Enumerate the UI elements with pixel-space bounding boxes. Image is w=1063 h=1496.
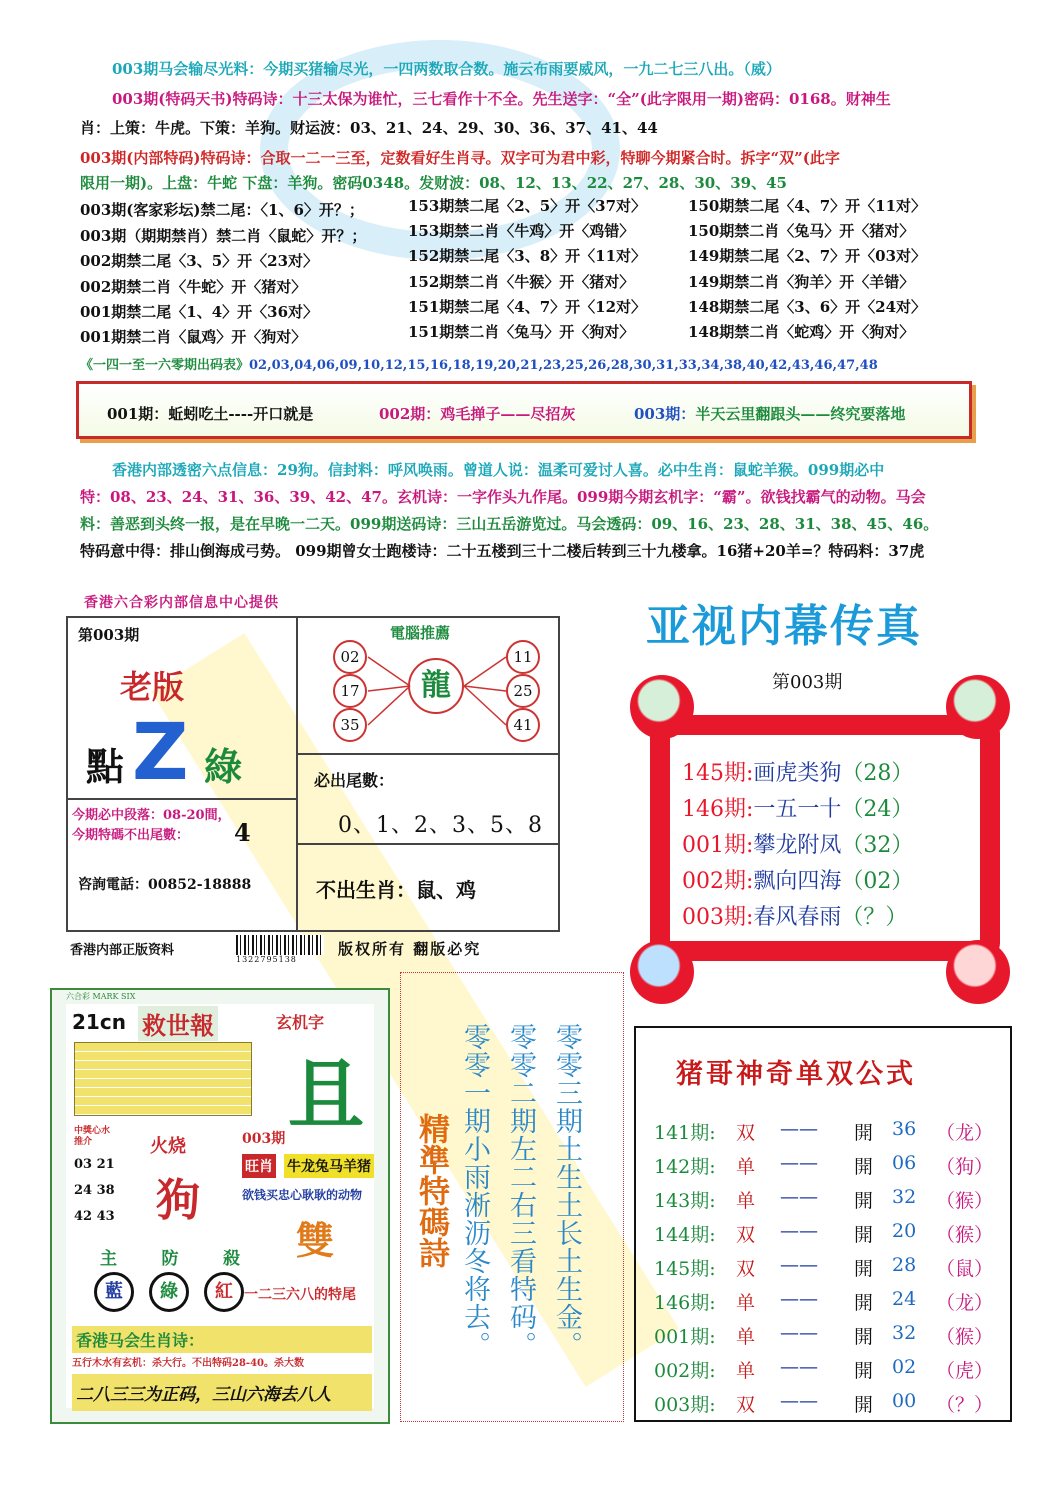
code-table	[80, 354, 878, 373]
grid-cell: 003期（期期禁肖）禁二肖〈鼠蛇〉开？；	[80, 227, 367, 245]
pig-parity: 双	[736, 1258, 756, 1280]
grid-cell: 002期禁二尾〈3、5〉开〈23对〉	[80, 252, 319, 270]
mystery-label: 玄机字	[276, 1013, 325, 1032]
old-version: 老版	[120, 668, 185, 706]
fax-row: 003期:春风春雨（？）	[682, 905, 908, 930]
pig-zodiac: （狗）	[936, 1156, 994, 1178]
no-zodiac: 不出生肖：鼠、鸡	[316, 878, 476, 902]
grid-cell: 148期禁二尾〈3、6〉开〈24对〉	[688, 298, 927, 316]
grid-cell: 153期禁二尾〈2、5〉开〈37对〉	[408, 197, 647, 215]
codes	[74, 1152, 120, 1230]
pig-num: 00	[892, 1390, 917, 1412]
segment-text: 今期必中段落：08-20間，	[72, 808, 231, 823]
grid-cell: 153期禁二肖〈牛鸡〉开〈鸡错〉	[408, 222, 635, 240]
num-circle: 41	[506, 708, 540, 742]
poem-box	[400, 972, 624, 1422]
fire-label: 火烧	[150, 1136, 186, 1157]
num-circle: 25	[506, 674, 540, 708]
fax-issue: 第003期	[772, 672, 843, 693]
poem-title: 香港马会生肖诗：	[72, 1326, 372, 1353]
paper-table	[74, 1042, 252, 1116]
code-line: 24 38	[74, 1183, 115, 1198]
fax-row: 146期:一五一十（24）	[682, 797, 914, 822]
pig-dash: ——	[780, 1390, 818, 1412]
poem-col: 零零二期左二右三看特码。	[505, 1023, 536, 1359]
pig-issue: 144期:	[654, 1224, 716, 1246]
pig-zodiac: （龙）	[936, 1122, 994, 1144]
main-word: 防	[161, 1249, 179, 1269]
pig-zodiac: （猴）	[936, 1326, 994, 1348]
pig-zodiac: （鼠）	[936, 1258, 994, 1280]
top-line: 肖：上策：牛虎。下策：羊狗。财运波：03、21、24、29、30、36、37、41、44	[80, 119, 658, 137]
grid-cell: 001期禁二尾〈1、4〉开〈36对〉	[80, 303, 319, 321]
pig-zodiac: （？）	[936, 1394, 994, 1416]
paper-issue: 003期	[242, 1131, 286, 1147]
phone: 咨詢電話：00852-18888	[78, 877, 252, 893]
proverb-box	[76, 381, 972, 439]
poem-col: 零零三期土生土长土生金。	[551, 1023, 582, 1359]
pig-issue: 003期:	[654, 1394, 716, 1416]
grid-cell: 003期(客家彩坛)禁二尾：〈1、6〉开？；	[80, 201, 364, 219]
fax-row: 002期:飘向四海（02）	[682, 869, 914, 894]
top-line: 限用一期)。上盘：牛蛇 下盘：羊狗。密码0348。发财波：08、12、13、22、27、28、30、39、45	[80, 174, 787, 192]
num-circle: 02	[333, 640, 367, 674]
color-circle: 藍	[94, 1272, 134, 1312]
hint: 欲钱买忠心耿耿的动物	[242, 1188, 363, 1202]
pig-dash: ——	[780, 1152, 818, 1174]
pig-num: 06	[892, 1152, 917, 1174]
poem-line-2: 二八三三为正码，三山六海去八人	[72, 1374, 372, 1411]
grid-cell: 150期禁二尾〈4、7〉开〈11对〉	[688, 197, 927, 215]
pig-num: 28	[892, 1254, 917, 1276]
pig-dash: ——	[780, 1288, 818, 1310]
codes-head: 中獎心水 推介	[74, 1126, 111, 1147]
pig-issue: 002期:	[654, 1360, 716, 1382]
side-left-char: 點	[86, 744, 125, 789]
tail-title: 必出尾數：	[314, 771, 395, 790]
num-circle: 11	[506, 640, 540, 674]
wang-label: 旺肖	[242, 1154, 276, 1178]
code-table-label: 《一四一至一六零期出码表》	[80, 358, 250, 373]
card-footer-left: 香港内部正版资料	[70, 943, 175, 958]
pig-issue: 145期:	[654, 1258, 716, 1280]
grid-cell: 148期禁二肖〈蛇鸡〉开〈狗对〉	[688, 323, 915, 341]
barcode-number: 1322795138	[236, 955, 297, 964]
pig-zodiac: （虎）	[936, 1360, 994, 1382]
grid-cell: 152期禁二肖〈牛猴〉开〈猪对〉	[408, 273, 635, 291]
pig-issue: 001期:	[654, 1326, 716, 1348]
grid-cell: 151期禁二肖〈兔马〉开〈狗对〉	[408, 323, 635, 341]
ball-top-left	[630, 675, 694, 739]
color-circle: 綠	[149, 1272, 189, 1312]
pig-dash: ——	[780, 1220, 818, 1242]
top-line: 003期(内部特码)特码诗：合取一二一三至，定数看好生肖寻。双字可为君中彩，特聊今期紧合时。拆字“双”(此字	[80, 149, 840, 167]
ball-bottom-left	[630, 940, 694, 1004]
pig-open: 開	[854, 1190, 874, 1212]
dog-char: 狗	[156, 1175, 200, 1226]
grid-cell: 151期禁二尾〈4、7〉开〈12对〉	[408, 298, 647, 316]
notail-label: 今期特碼不出尾數：	[72, 828, 190, 843]
pig-zodiac: （猴）	[936, 1190, 994, 1212]
code-line: 42 43	[74, 1209, 115, 1224]
pig-open: 開	[854, 1394, 874, 1416]
paper-border-text-top: 六合彩 MARK SIX	[66, 992, 136, 1001]
fax-row: 145期:画虎类狗（28）	[682, 761, 914, 786]
pig-zodiac: （猴）	[936, 1224, 994, 1246]
pig-dash: ——	[780, 1322, 818, 1344]
hk-line: 香港内部透密六点信息：29狗。信封料：呼风唤雨。曾道人说：温柔可爱讨人喜。必中生肖：鼠蛇羊猴。099期必中	[112, 461, 885, 479]
pig-num: 24	[892, 1288, 917, 1310]
paper-card	[52, 990, 388, 1422]
pig-parity: 单	[736, 1360, 756, 1382]
card-footer-right: 版权所有 翻版必究	[338, 940, 482, 958]
tail-values: 0、1、2、3、5、8	[338, 813, 543, 838]
pig-parity: 单	[736, 1190, 756, 1212]
pig-open: 開	[854, 1156, 874, 1178]
pig-open: 開	[854, 1258, 874, 1280]
fax-row: 001期:攀龙附凤（32）	[682, 833, 914, 858]
left-card	[66, 616, 560, 932]
poem-line-1: 五行木水有玄机：杀大行。不出特码28-40。杀大数	[72, 1358, 304, 1369]
left-card-header: 香港六合彩内部信息中心提供	[84, 595, 279, 611]
pig-zodiac: （龙）	[936, 1292, 994, 1314]
main-word: 主	[100, 1249, 117, 1269]
num-circle: 35	[333, 708, 367, 742]
main-words	[100, 1244, 240, 1269]
ball-bottom-right	[946, 940, 1010, 1004]
pig-num: 32	[892, 1186, 917, 1208]
color-circle: 紅	[204, 1272, 244, 1312]
ball-top-right	[946, 675, 1010, 739]
hk-line: 特码意中得：排山倒海成弓势。 099期曾女士跑楼诗：二十五楼到三十二楼后转到三十九楼拿。16猪+20羊=？特码料：37虎	[80, 542, 925, 560]
pig-parity: 单	[736, 1156, 756, 1178]
issue-label: 第003期	[78, 626, 140, 644]
main-word: 殺	[223, 1249, 240, 1269]
color-circles	[94, 1272, 244, 1312]
code-table-numbers: 02,03,04,06,09,10,12,15,16,18,19,20,21,23,25,26,28,30,31,33,34,38,40,42,43,46,47,48	[249, 358, 878, 373]
mystery-char: 且	[288, 1050, 364, 1139]
grid-cell: 149期禁二肖〈狗羊〉开〈羊错〉	[688, 273, 915, 291]
pig-issue: 146期:	[654, 1292, 716, 1314]
code-line: 03 21	[74, 1157, 115, 1172]
connector-lines	[298, 638, 558, 748]
pig-dash: ——	[780, 1356, 818, 1378]
grid-cell: 150期禁二肖〈兔马〉开〈猪对〉	[688, 222, 915, 240]
paper-title: 救世報	[138, 1006, 218, 1041]
grid-cell: 149期禁二尾〈2、7〉开〈03对〉	[688, 247, 927, 265]
pig-num: 20	[892, 1220, 917, 1242]
tail-line: 一二三六八的特尾	[244, 1287, 356, 1303]
pig-issue: 143期:	[654, 1190, 716, 1212]
pig-parity: 双	[736, 1122, 756, 1144]
poem-title: 精準特碼詩	[413, 1113, 449, 1268]
notail-value: 4	[234, 818, 251, 847]
num-circle: 17	[333, 674, 367, 708]
pig-num: 36	[892, 1118, 917, 1140]
barcode	[236, 935, 324, 955]
pig-dash: ——	[780, 1254, 818, 1276]
top-line: 003期(特码天书)特码诗：十三太保为谁忙，三七看作十不全。先生送字：“全”(此字限用一期)密码：0168。财神生	[112, 90, 891, 108]
pig-parity: 单	[736, 1292, 756, 1314]
poem-col: 零零一期小雨淅沥冬将去。	[459, 1023, 490, 1359]
pig-parity: 单	[736, 1326, 756, 1348]
pig-dash: ——	[780, 1186, 818, 1208]
pig-num: 32	[892, 1322, 917, 1344]
big-z: Z	[132, 708, 189, 798]
pig-parity: 双	[736, 1394, 756, 1416]
hk-line: 特：08、23、24、31、36、39、42、47。玄机诗：一字作头九作尾。099期今期玄机字：“霸”。欲钱找霸气的动物。马会	[80, 488, 926, 506]
wang-list: 牛龙兔马羊猪	[284, 1154, 374, 1178]
pig-open: 開	[854, 1122, 874, 1144]
pig-issue: 141期:	[654, 1122, 716, 1144]
left-card-divider-h2	[298, 843, 558, 845]
fax-title: 亚视内幕传真	[646, 601, 922, 652]
left-card-divider-h3	[68, 798, 298, 800]
grid-cell: 002期禁二肖〈牛蛇〉开〈猪对〉	[80, 278, 307, 296]
grid-cell: 152期禁二尾〈3、8〉开〈11对〉	[408, 247, 647, 265]
pig-parity: 双	[736, 1224, 756, 1246]
pig-num: 02	[892, 1356, 917, 1378]
paper-name: 21cn	[72, 1010, 126, 1034]
side-right-char: 綠	[204, 744, 243, 789]
pig-open: 開	[854, 1292, 874, 1314]
grid-cell: 001期禁二肖〈鼠鸡〉开〈狗对〉	[80, 328, 307, 346]
proverb-3: 003期：半天云里翻跟头——终究要落地	[634, 405, 906, 423]
center-dragon: 龍	[408, 658, 464, 714]
pig-issue: 142期:	[654, 1156, 716, 1178]
pig-box	[634, 1026, 1012, 1422]
pig-open: 開	[854, 1326, 874, 1348]
pig-open: 開	[854, 1224, 874, 1246]
proverb-1: 001期：蚯蚓吃土----开口就是	[107, 405, 314, 423]
hk-line: 料：善恶到头终一报，是在早晚一二天。099期送码诗：三山五岳游览过。马会透码：09、16、23、28、31、38、45、46。	[80, 515, 939, 533]
shuang-char: 雙	[296, 1218, 335, 1263]
pig-title: 猪哥神奇单双公式	[676, 1059, 916, 1090]
computer-title: 電腦推薦	[390, 624, 451, 642]
pig-dash: ——	[780, 1118, 818, 1140]
pig-open: 開	[854, 1360, 874, 1382]
proverb-2: 002期：鸡毛掸子——尽招灰	[379, 405, 576, 423]
left-card-divider-h1	[298, 753, 558, 755]
top-line: 003期马会输尽光料：今期买猪输尽光，一四两数取合数。施云布雨要威风，一九二七三八出。（威）	[112, 60, 781, 78]
